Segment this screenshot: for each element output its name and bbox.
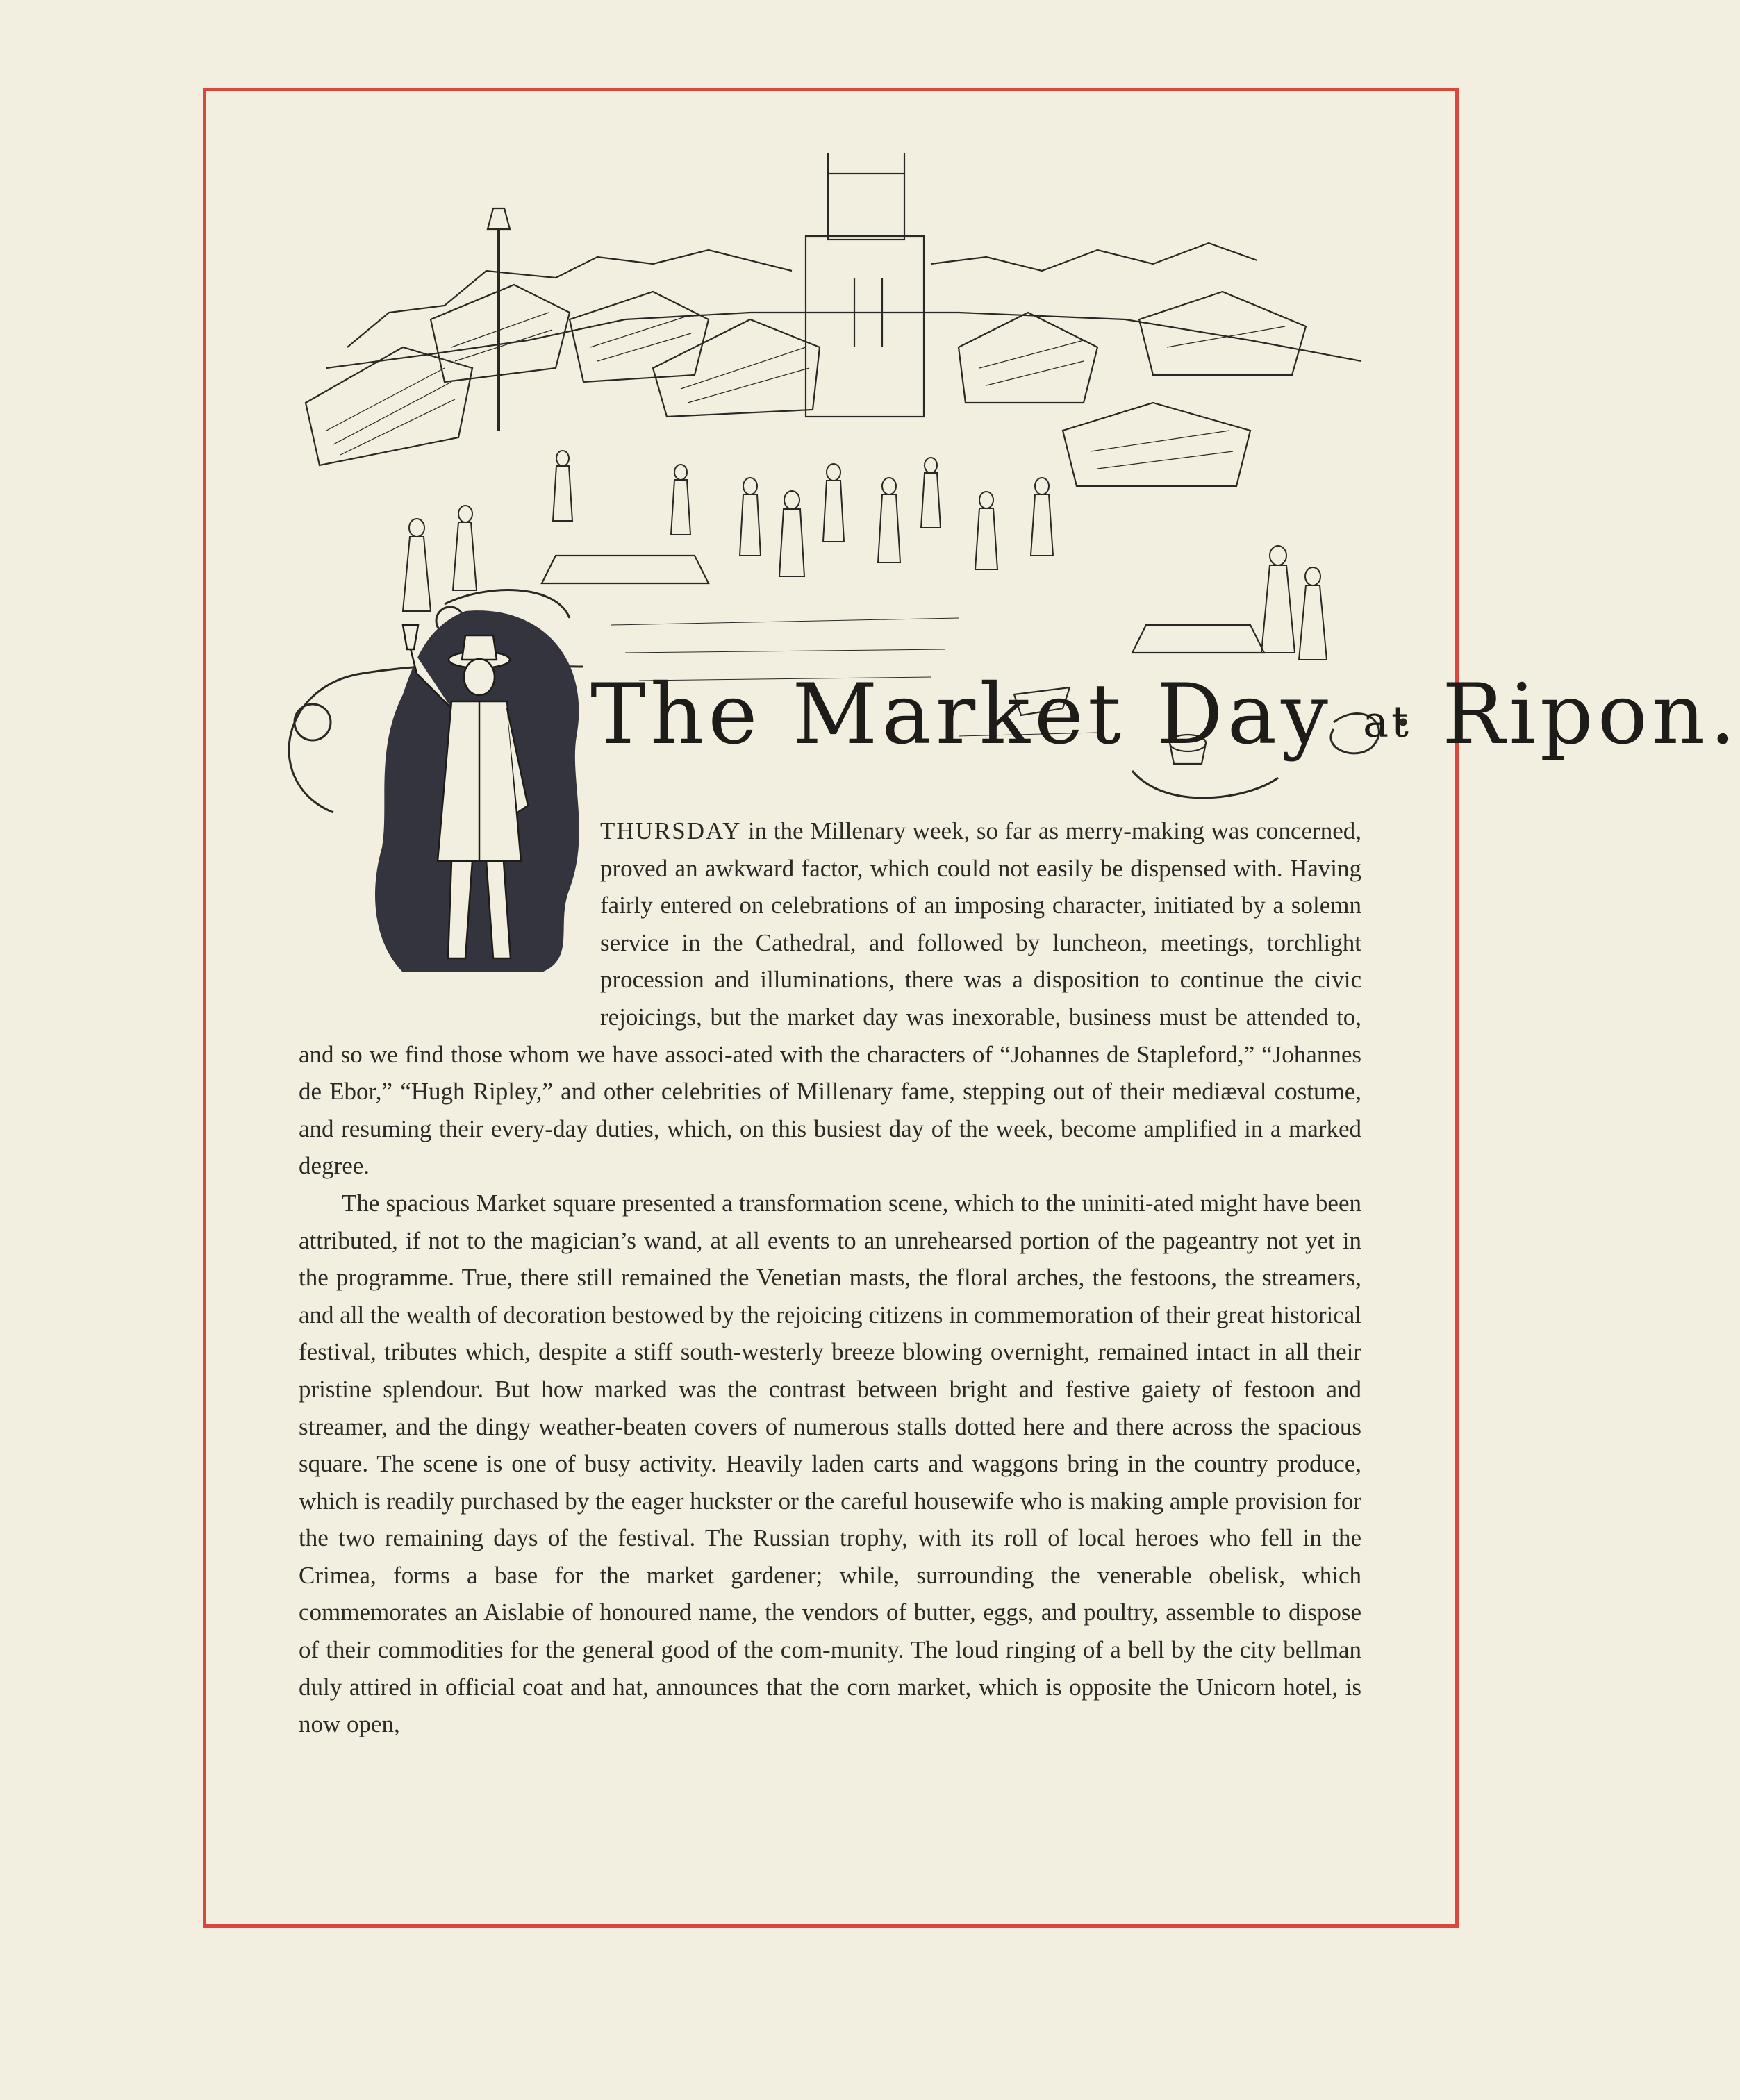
lead-word: THURSDAY: [600, 817, 742, 844]
page-title: [590, 667, 1740, 763]
title-word-at: at: [1363, 696, 1411, 747]
paragraph-1: [299, 812, 1361, 1185]
title-word-market: Market: [792, 667, 1126, 763]
paragraph-2: The spacious Market square presented a transformation scene, which to the uniniti-ated might have been attributed, if not to the magician’s wand, at all events to an unrehearsed portion of the pageantry not yet in the programme. True, there still remained the Venetian masts, the floral arches, the festoons, the streamers, and all the wealth of decoration bestowed by the rejoicing citizens in commemoration of their great historical festival, tributes which, despite a stiff south-westerly breeze blowing overnight, remained intact in all their pristine splendour. But how marked was the contrast between bright and festive gaiety of festoon and streamer, and the dingy weather-beaten covers of numerous stalls dotted here and there across the spacious square. The scene is one of busy activity. Heavily laden carts and waggons bring in the country produce, which is readily purchased by the eager huckster or the careful housewife who is making ample provision for the two remaining days of the festival. The Russian trophy, with its roll of local heroes who fell in the Crimea, forms a base for the market gardener; while, surrounding the venerable obelisk, which commemorates an Aislabie of honoured name, the vendors of butter, eggs, and poultry, assemble to dispose of their commodities for the general good of the com-munity. The loud ringing of a bell by the city bellman duly attired in official coat and hat, announces that the corn market, which is opposite the Unicorn hotel, is now open,: [299, 1189, 1361, 1738]
title-word-day: Day: [1156, 667, 1332, 763]
article-body: [299, 812, 1361, 1743]
paragraph-1-text: in the Millenary week, so far as merry-making was concerned, proved an awkward factor, which could not easily be dispensed with. Having fairly entered on celebrations of an imposing character, initiated by a solemn service in the Cathedral, and followed by luncheon, meetings, torchlight procession and illuminations, there was a disposition to continue the civic rejoicings, but the market day was inexorable, business must be attended to, and so we find those whom we have associ-ated with the characters of “Johannes de Stapleford,” “Johannes de Ebor,” “Hugh Ripley,” and other celebrities of Millenary fame, stepping out of their mediæval costume, and resuming their every-day duties, which, on this busiest day of the week, become amplified in a marked degree.: [299, 817, 1361, 1180]
illustration-spacer: [299, 812, 600, 999]
title-word-the: The: [590, 667, 762, 763]
title-word-ripon: Ripon.: [1442, 667, 1740, 763]
